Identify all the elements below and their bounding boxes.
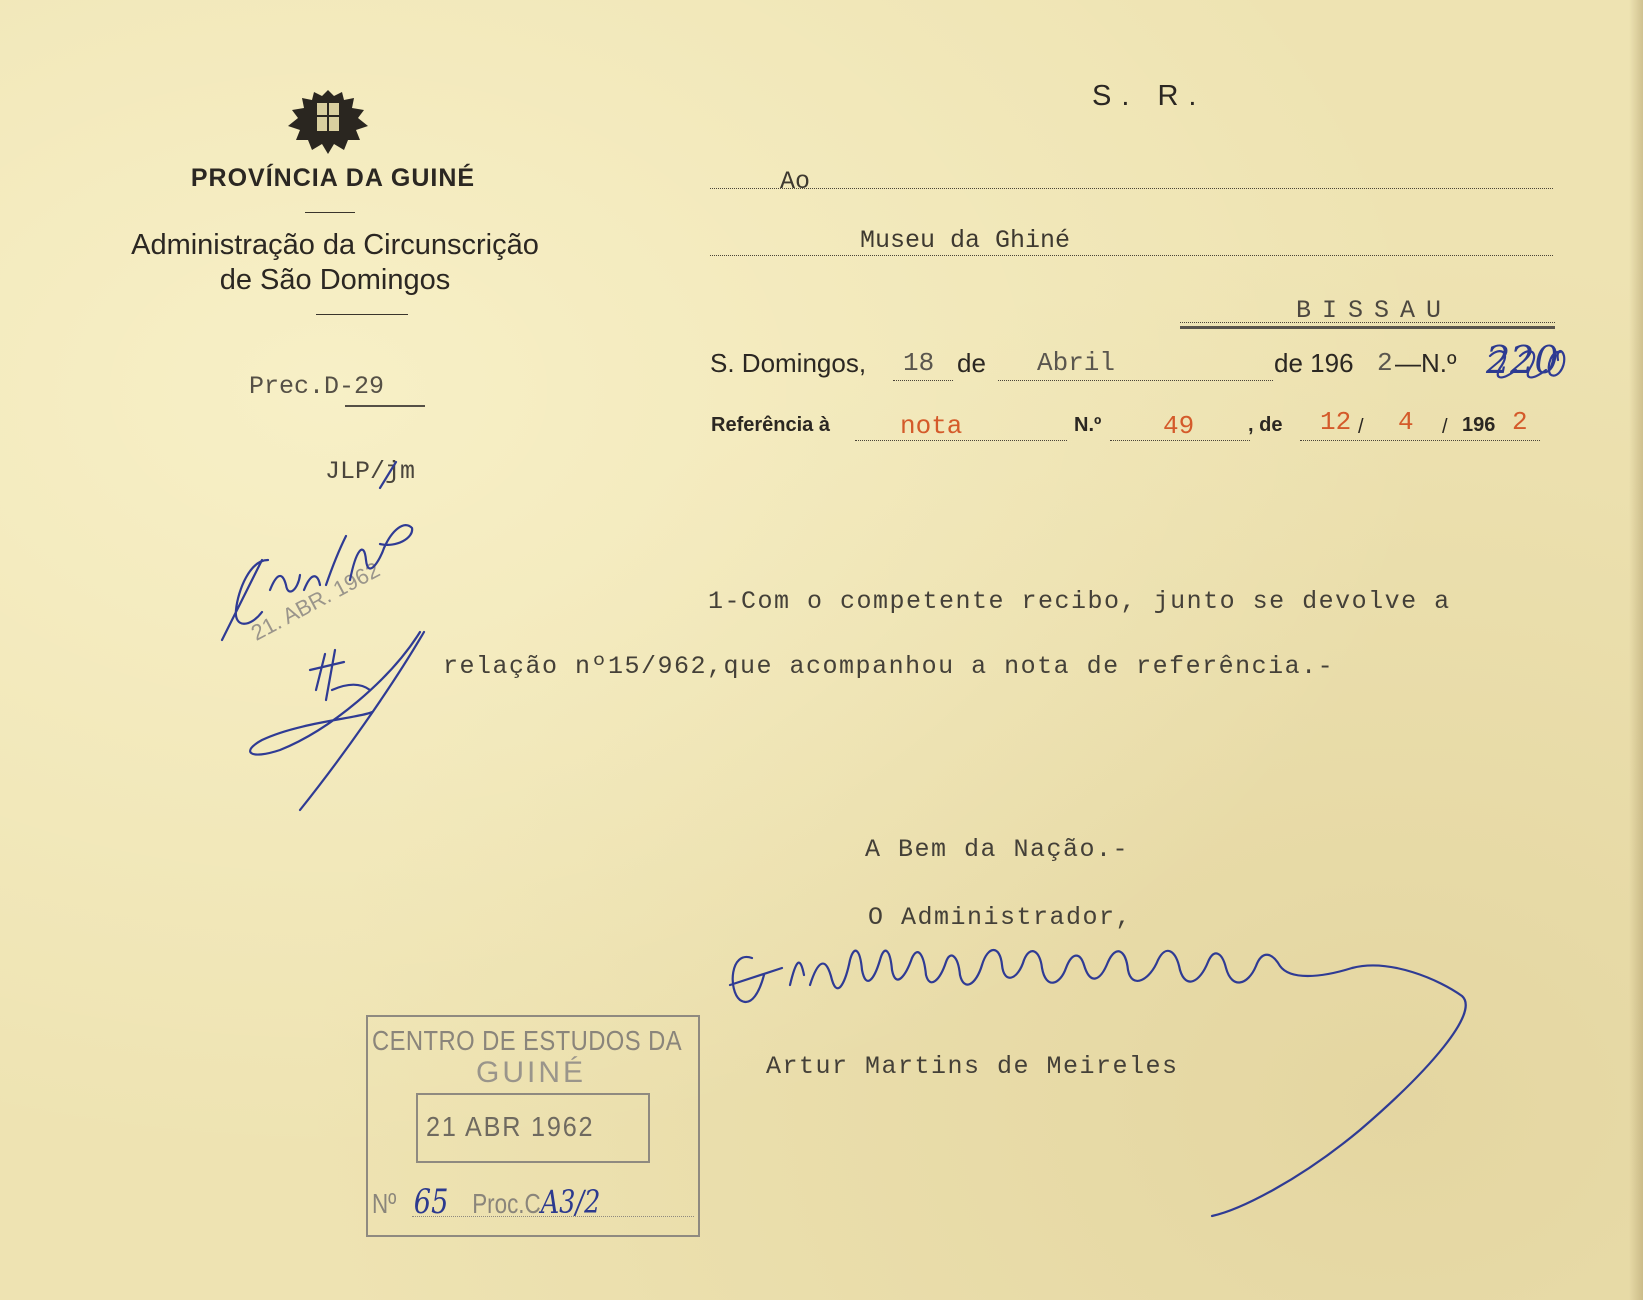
reference-de-label: , de [1248,414,1283,436]
number-label: —N.º [1395,348,1457,378]
administration-line2: de São Domingos [219,264,451,296]
reference-year-digit: 2 [1512,407,1528,437]
stamp-institution-2: GUINÉ [475,1056,586,1089]
stamp-proc-value: A3/2 [540,1183,601,1221]
recipient-prefix: Ao [780,167,811,196]
date-year-digit: 2 [1377,348,1393,378]
stamp-institution: CENTRO DE ESTUDOS DA [372,1025,682,1056]
province-heading: PROVÍNCIA DA GUINÉ [190,164,476,192]
date-year-prefix: de 196 [1274,348,1354,378]
body-line-1: 1-Com o competente recibo, junto se devolve a [708,587,1451,616]
stamp-proc-label: Proc.C [472,1188,541,1219]
date-month: Abril [1037,348,1116,378]
reference-year-prefix: 196 [1462,414,1496,436]
date-place: S. Domingos, [710,348,867,378]
received-date-stamp: 21. ABR. 1962 [246,556,384,646]
reference-type: nota [900,411,963,441]
signatory-role: O Administrador, [868,903,1133,932]
date-slash: / [1442,416,1448,438]
reference-no-label: N.º [1074,414,1102,436]
process-reference: Prec.D-29 [249,372,385,401]
signature-scribble [730,950,1466,1216]
number-scribble [1490,351,1564,377]
recipient-city: BISSAU [1296,296,1453,325]
signatory-name: Artur Martins de Meireles [766,1052,1179,1081]
reference-month: 4 [1398,407,1414,437]
reference-label: Referência à [711,414,830,436]
date-slash: / [1358,416,1364,438]
reference-no: 49 [1163,411,1195,441]
initials-slash [380,462,396,488]
typist-initials: JLP/jm [325,457,416,486]
closing-salutation: A Bem da Nação.- [865,835,1130,864]
stamp-date: 21 ABR 1962 [426,1111,595,1142]
classification-mark: S. R. [1092,80,1207,112]
body-line-2: relação nº15/962,que acompanhou a nota de referência.- [443,652,1335,681]
administration-line1: Administração da Circunscrição [131,229,539,261]
date-day: 18 [903,348,935,378]
document-number: 220 [1486,338,1559,382]
date-de: de [957,348,986,378]
recipient-name: Museu da Ghiné [860,226,1071,255]
reference-day: 12 [1320,407,1352,437]
stamp-no-value: 65 [413,1182,449,1222]
initials-scribble [250,632,424,810]
stamp-no-label: Nº [372,1188,397,1219]
handwritten-note-scribble [222,525,412,640]
